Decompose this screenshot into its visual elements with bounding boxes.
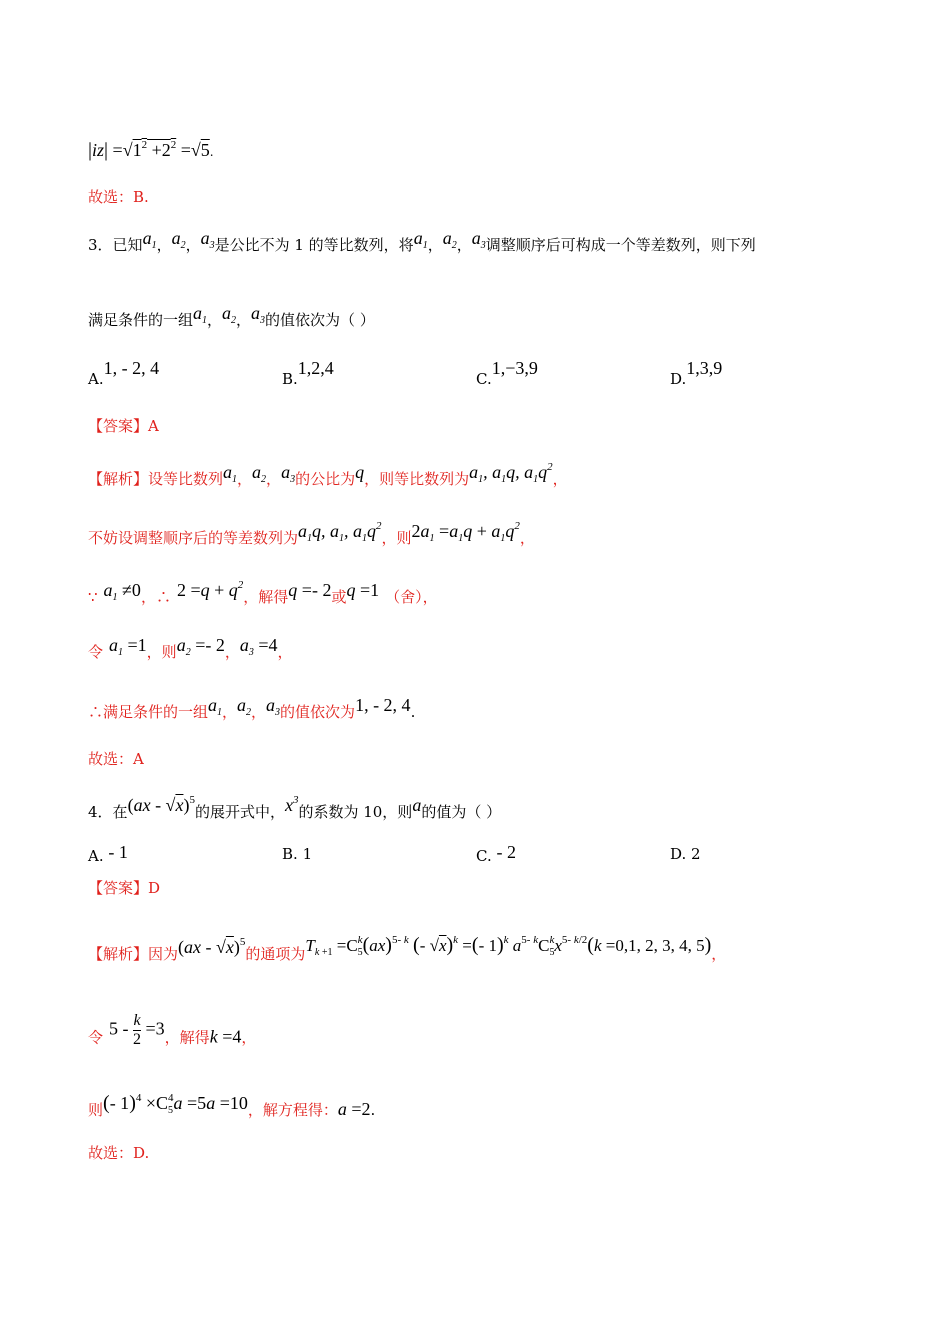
q4-number: 4． — [88, 803, 113, 821]
q3-analysis-l2a: 不妨设调整顺序后的等差数列为 — [88, 529, 299, 547]
q4-an-k4: k =4 — [209, 1026, 242, 1047]
q3-an-a1: $a_1$ — [223, 462, 238, 485]
q4-stem — [88, 795, 501, 823]
q4-option-c-label: C. — [476, 847, 492, 865]
prev-formula: $|iz| =√1^2 +2^2 =√5$ — [88, 139, 210, 161]
q4-option-d-value: 2 — [691, 845, 701, 863]
q3-l5-text: ∴满足条件的一组 — [88, 703, 209, 721]
q3-option-c-value: 1,−3,9 — [491, 358, 538, 378]
because-symbol: ∵ — [88, 588, 98, 606]
q3-an-eq2: $2 =q + q^2$ — [176, 579, 244, 600]
q4-text-b: 的展开式中， — [194, 803, 285, 821]
q3-option-c-label: C. — [476, 370, 492, 388]
q4-an-eq-a: (- $1)^4 \times C_5^4a =5a =10$ — [103, 1092, 248, 1116]
q3-an-a3d: $a_3$ — [266, 695, 281, 718]
q3-option-b — [282, 358, 334, 389]
q3-option-b-value: 1,2,4 — [297, 358, 334, 378]
q3-option-c — [476, 358, 538, 389]
q3-number: 3． — [88, 236, 113, 254]
q3-analysis-l1b: 的公比为 — [295, 470, 356, 488]
q3-text-e: 的值依次为（ ） — [265, 311, 375, 329]
q4-l2-solve: ，解得 — [164, 1028, 210, 1047]
q3-an-eq1: $2a_1 =a_1q + a_1q^2$ — [411, 520, 520, 544]
q3-l5-text2: 的值依次为 — [280, 703, 356, 721]
q3-math-a2: $a_2$ — [171, 228, 186, 251]
q3-text-d: 满足条件的一组 — [88, 311, 194, 329]
q3-math-a2c: $a_2$ — [222, 303, 237, 326]
q3-conclusion: 故选：A — [88, 750, 144, 768]
q3-option-a-label: A. — [88, 370, 104, 388]
q4-option-c — [476, 842, 516, 866]
q4-conclusion: 故选：D. — [88, 1144, 150, 1162]
q3-l3-reject: （舍）， — [385, 588, 438, 606]
q4-an-a2: a =2 — [337, 1099, 371, 1119]
q4-l3-then: 则 — [88, 1101, 104, 1119]
q4-analysis-l1a: 因为 — [148, 945, 179, 963]
q3-option-a — [88, 358, 160, 389]
q4-option-c-value: - 2 — [496, 842, 516, 862]
q3-analysis-line5: ∴满足条件的一组$a_1$，$a_2$，$a_3$的值依次为1, - 2, 4. — [88, 695, 416, 721]
q4-an-general-term: $T_{k +1} =C_5^k(ax)^{5- k}$ (- √x)$^k$ =(- 1)$^k$ $a^{5- k}C_5^kx^{5- k/2}(k =0,1$, 2, 3, 4, 5) — [305, 934, 712, 958]
q3-an-a2: $a_2$ — [252, 462, 267, 485]
q3-answer: 【答案】A — [88, 417, 159, 435]
q3-an-a3-4: $a_3 =4$ — [239, 635, 278, 658]
q3-l4-then: ，则 — [146, 643, 177, 661]
q3-option-d-label: D. — [670, 370, 687, 388]
q3-an-seq: $a_1$, $a_1q$, $a_1q^2$ — [469, 461, 553, 485]
q3-option-b-label: B. — [282, 370, 298, 388]
q4-option-a — [88, 842, 128, 866]
q3-an-q-neg2: q =- 2 — [288, 580, 332, 600]
q3-analysis-l1a: 设等比数列 — [148, 470, 224, 488]
q3-l3-or: 或 — [331, 588, 347, 606]
q4-text-d: 的值为（ ） — [421, 803, 502, 821]
q3-an-q-1: q =1 — [346, 580, 380, 600]
q4-l2-let: 令 — [88, 1028, 104, 1047]
q4-answer: 【答案】D — [88, 879, 161, 897]
q4-analysis-l1b: 的通项为 — [245, 945, 306, 963]
q3-an-a1d: $a_1$ — [208, 695, 223, 718]
q3-an-a2d: $a_2$ — [237, 695, 252, 718]
q3-analysis-line1: 【解析】设等比数列$a_1$，$a_2$，$a_3$的公比为q，则等比数列为$a_1$, $a_1q$, $a_1q^2$， — [88, 461, 568, 488]
q3-analysis-line3: ∵ $a_1 \ne 0$，∴ $2 =q + q^2$，解得q =- 2或q =1 （舍）， — [88, 579, 438, 606]
q4-analysis-line2: 令 5 - $\frac{k}{2}$ =3，解得k =4， — [88, 1012, 257, 1048]
q3-math-a3c: $a_3$ — [251, 303, 266, 326]
q4-text-c: 的系数为 10，则 — [298, 803, 413, 821]
q3-an-q: q — [355, 462, 365, 482]
q3-analysis-l2b: ，则 — [381, 529, 412, 547]
q4-option-b — [282, 845, 312, 863]
q3-analysis-line4: 令 $a_1 =1$，则$a_2 =- 2$，$a_3 =4$， — [88, 635, 293, 661]
q3-an-a1-1: $a_1 =1$ — [109, 635, 147, 658]
q3-math-a1b: $a_1$ — [413, 228, 428, 251]
q3-an-seq2: $a_1q$, $a_1$, $a_1q^2$ — [298, 520, 382, 544]
q4-x3: $x^3$ — [284, 794, 299, 815]
q3-analysis-line2: 不妨设调整顺序后的等差数列为$a_1q$, $a_1$, $a_1q^2$，则$2a_1 =a_1q + a_1q^2$， — [88, 520, 535, 547]
q3-stem-line2: 满足条件的一组$a_1$，$a_2$，$a_3$的值依次为（ ） — [88, 303, 375, 329]
q3-an-a1-ne0: $a_1 \ne 0$ — [103, 580, 141, 603]
q3-text-b: 是公比不为 1 的等比数列，将 — [214, 236, 414, 254]
q4-analysis-line3: 则(- $1)^4 \times C_5^4a =5a =10$，解方程得：a =2. — [88, 1092, 376, 1119]
therefore-symbol: ∴ — [155, 588, 171, 606]
q4-a: a — [412, 795, 422, 815]
q4-text-a: 在 — [112, 803, 128, 821]
q4-option-a-label: A. — [88, 847, 104, 865]
q4-option-a-value: - 1 — [108, 842, 128, 862]
q3-l3-solve: ，解得 — [243, 588, 289, 606]
q4-option-d-label: D. — [670, 845, 687, 863]
q3-math-a3b: $a_3$ — [471, 228, 486, 251]
q4-analysis-line1: 【解析】因为(ax - √x)$^5$的通项为$T_{k +1} =C_5^k(ax)^{5- k}$ (- √x)$^k$ =(- 1)$^k$ $a^{5- k}C_5^kx^{5- k/2}(k =0,1$, 2, 3, 4, 5)， — [88, 934, 727, 963]
q3-analysis-label: 【解析】 — [88, 470, 149, 488]
q3-text-c: 调整顺序后可构成一个等差数列，则下列 — [485, 236, 756, 254]
q4-an-eq-k: 5 - $\frac{k}{2}$ =3 — [109, 1012, 165, 1048]
q3-math-a2b: $a_2$ — [442, 228, 457, 251]
q3-an-a3: $a_3$ — [281, 462, 296, 485]
q3-option-a-value: 1, - 2, 4 — [103, 358, 160, 378]
q3-l4-let: 令 — [88, 643, 104, 661]
q3-math-a1c: $a_1$ — [193, 303, 208, 326]
q4-expr: (ax - √x)$^5$ — [127, 794, 195, 815]
prev-formula-line: $|iz| =√1^2 +2^2 =√5$. — [88, 139, 214, 161]
q3-an-a2-neg2: $a_2 =- 2$ — [176, 635, 225, 658]
q4-an-expr: (ax - √x)$^5$ — [178, 936, 246, 957]
q3-math-a3: $a_3$ — [200, 228, 215, 251]
q3-math-a1: $a_1$ — [142, 228, 157, 251]
q3-option-d-value: 1,3,9 — [686, 358, 723, 378]
q3-an-result: 1, - 2, 4 — [355, 695, 411, 715]
q3-analysis-l1c: ，则等比数列为 — [364, 470, 470, 488]
q4-analysis-label: 【解析】 — [88, 945, 149, 963]
q4-option-d — [670, 845, 701, 863]
q4-l3-solve: ，解方程得： — [247, 1101, 338, 1119]
q3-text-a: 已知 — [112, 236, 143, 254]
q3-option-d — [670, 358, 723, 389]
q4-option-b-label: B. — [282, 845, 298, 863]
q4-option-b-value: 1 — [302, 845, 313, 863]
q3-stem-line1: 3．已知$a_1$，$a_2$，$a_3$是公比不为 1 的等比数列，将$a_1$，$a_2$，$a_3$调整顺序后可构成一个等差数列，则下列 — [88, 228, 756, 254]
prev-conclusion: 故选：B. — [88, 188, 149, 206]
